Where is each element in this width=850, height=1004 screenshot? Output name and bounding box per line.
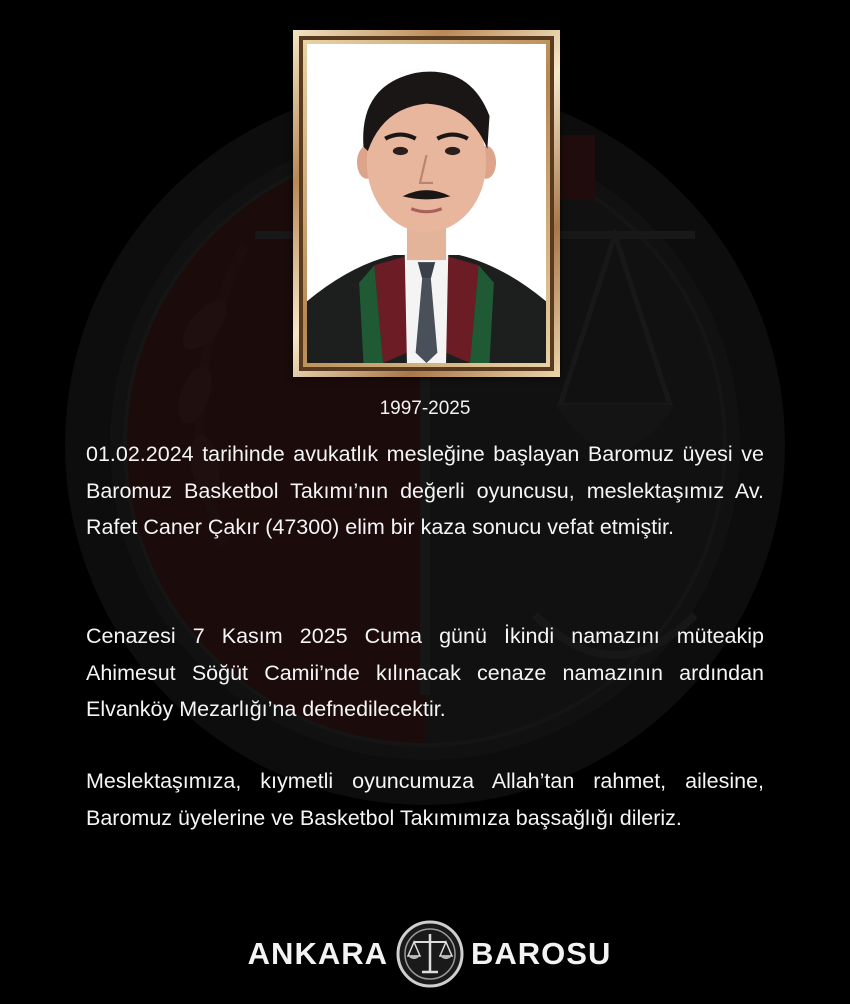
logo-text-barosu: BAROSU xyxy=(471,936,612,971)
logo-text-ankara: ANKARA xyxy=(247,936,388,971)
portrait-photo xyxy=(307,44,546,363)
announcement-paragraph: 01.02.2024 tarihinde avukatlık mesleğine başlayan Baromuz üyesi ve Baromuz Basketbol Takımı’nın değerli oyuncusu, meslektaşımız Av. Rafet Caner Çakır (47300) elim bir kaza sonucu vefat etmiştir. xyxy=(86,442,764,539)
portrait-frame-border xyxy=(299,36,554,371)
ankara-barosu-logo xyxy=(0,920,850,990)
portrait-frame xyxy=(293,30,560,377)
life-years: 1997-2025 xyxy=(379,398,471,419)
bar-seal-icon xyxy=(396,920,464,988)
condolences-paragraph: Meslektaşımıza, kıymetli oyuncumuza Allah’tan rahmet, ailesine, Baromuz üyelerine ve Basketbol Takımımıza başsağlığı dileriz. xyxy=(86,769,764,830)
funeral-details-paragraph: Cenazesi 7 Kasım 2025 Cuma günü İkindi namazını müteakip Ahimesut Söğüt Camii’nde kılınacak cenaze namazının ardından Elvanköy Mezarlığı’na defnedilecektir. xyxy=(86,624,764,721)
portrait-frame-mat xyxy=(303,40,550,367)
